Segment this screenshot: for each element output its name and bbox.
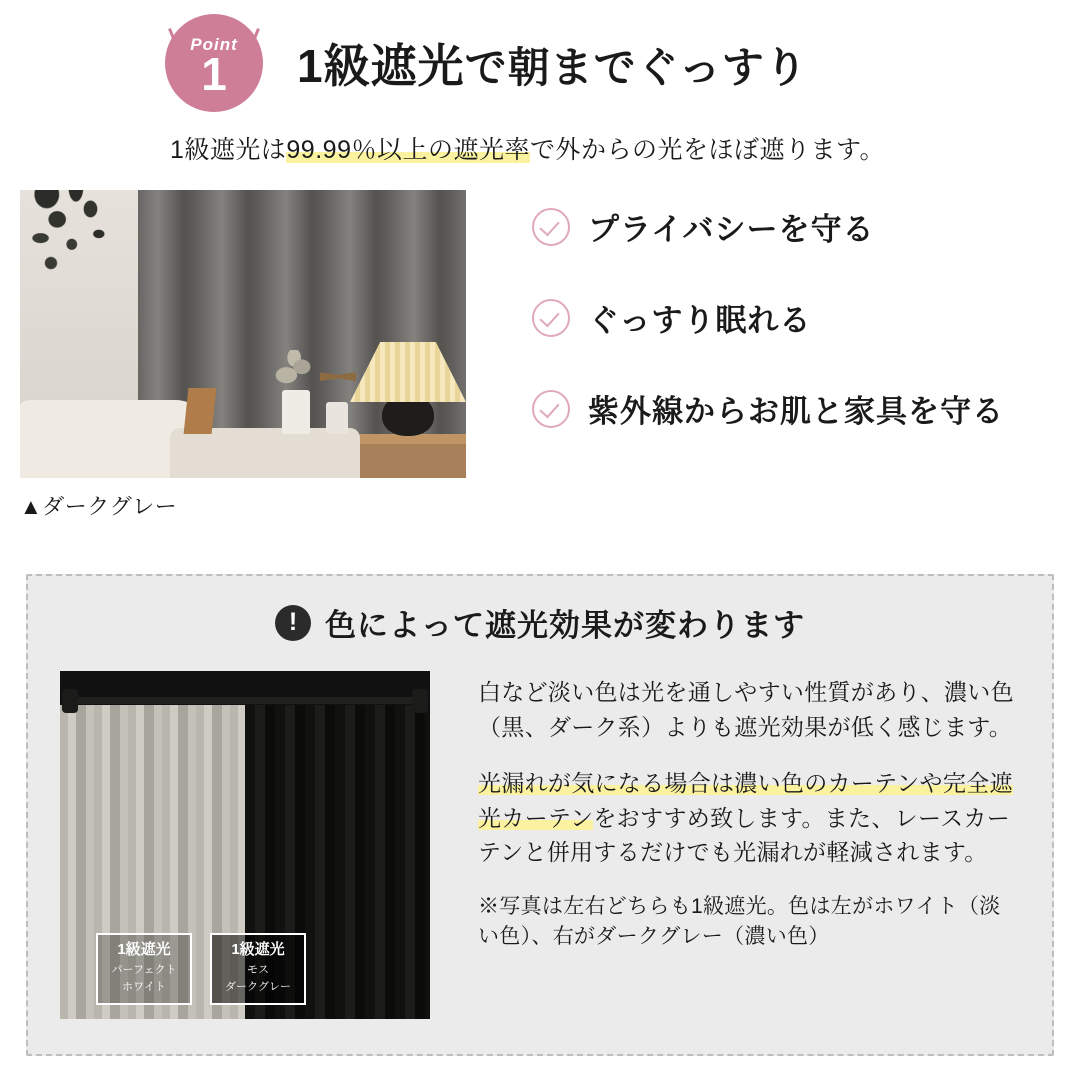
page-title <box>297 30 808 96</box>
notice-paragraph-2 <box>478 766 1016 870</box>
swatch-sub-line1: モス <box>247 963 269 976</box>
point-badge <box>165 14 263 112</box>
comparison-photo <box>60 671 430 1019</box>
lead-prefix: 1級遮光は <box>170 136 287 164</box>
rod-finial-left <box>62 689 78 713</box>
swatch-sub-line2: ダークグレー <box>225 981 291 994</box>
lead-highlight: 99.99％以上の遮光率 <box>286 136 530 164</box>
badge-number: 1 <box>201 47 227 100</box>
notice-title: 色によって遮光効果が変わります <box>325 608 805 643</box>
page-title-rest: で朝までぐっすり <box>464 44 808 91</box>
reed-sticks <box>320 348 356 404</box>
room-photo <box>20 190 466 478</box>
blanket <box>170 428 360 478</box>
lead-suffix: で外からの光をほぼ遮ります。 <box>529 136 885 164</box>
notice-paragraph-2-highlight: 光漏れが気になる場合は濃い色のカーテンや完全遮光カーテン <box>478 770 1013 831</box>
exclamation-icon: ! <box>275 605 311 641</box>
notice-box <box>26 574 1054 1056</box>
badge-label: Point <box>190 34 238 54</box>
swatch-sub-line2: ホワイト <box>122 981 166 994</box>
diffuser-bottle <box>326 402 348 434</box>
check-circle-icon <box>532 390 570 428</box>
swatch-label-dark <box>210 933 306 1005</box>
list-item <box>532 295 1080 340</box>
benefit-label: 紫外線からお肌と家具を守る <box>588 394 1004 429</box>
notice-title-row <box>28 600 1052 645</box>
notice-paragraph-1: 白など淡い色は光を通しやすい性質があり、濃い色（黒、ダーク系）よりも遮光効果が低く感じます。 <box>478 679 1014 740</box>
notice-body <box>28 671 1052 1019</box>
curtain-rod <box>66 697 424 704</box>
photo-caption: ▲ダークグレー <box>20 494 178 519</box>
notice-text-column <box>430 671 1052 1019</box>
benefit-label: プライバシーを守る <box>588 212 875 247</box>
notice-paragraph-2-rest: をおすすめ致します。また、レースカーテンと併用するだけでも光漏れが軽減されます。 <box>478 804 1010 865</box>
hanging-plant-icon <box>26 190 130 288</box>
swatch-title: 1級遮光 <box>117 940 171 958</box>
book-prop <box>184 388 217 434</box>
vase <box>282 390 310 434</box>
benefit-label: ぐっすり眠れる <box>588 303 812 338</box>
check-circle-icon <box>532 208 570 246</box>
swatch-sub-line1: パーフェクト <box>111 963 177 976</box>
lead-text <box>170 130 1080 166</box>
benefit-list <box>466 190 1080 521</box>
page-title-strong: 1級遮光 <box>297 40 465 92</box>
photo-column <box>20 190 466 521</box>
page-header <box>0 0 1080 112</box>
list-item <box>532 204 1080 249</box>
swatch-label-white <box>96 933 192 1005</box>
swatch-title: 1級遮光 <box>231 940 285 958</box>
notice-footnote: ※写真は左右どちらも1級遮光。色は左がホワイト（淡い色）、右がダークグレー（濃い色） <box>478 894 1001 948</box>
list-item <box>532 386 1080 431</box>
rod-finial-right <box>412 689 428 713</box>
check-circle-icon <box>532 299 570 337</box>
dried-flowers <box>272 350 320 392</box>
badge-circle <box>165 14 263 112</box>
main-content-row <box>0 190 1080 521</box>
